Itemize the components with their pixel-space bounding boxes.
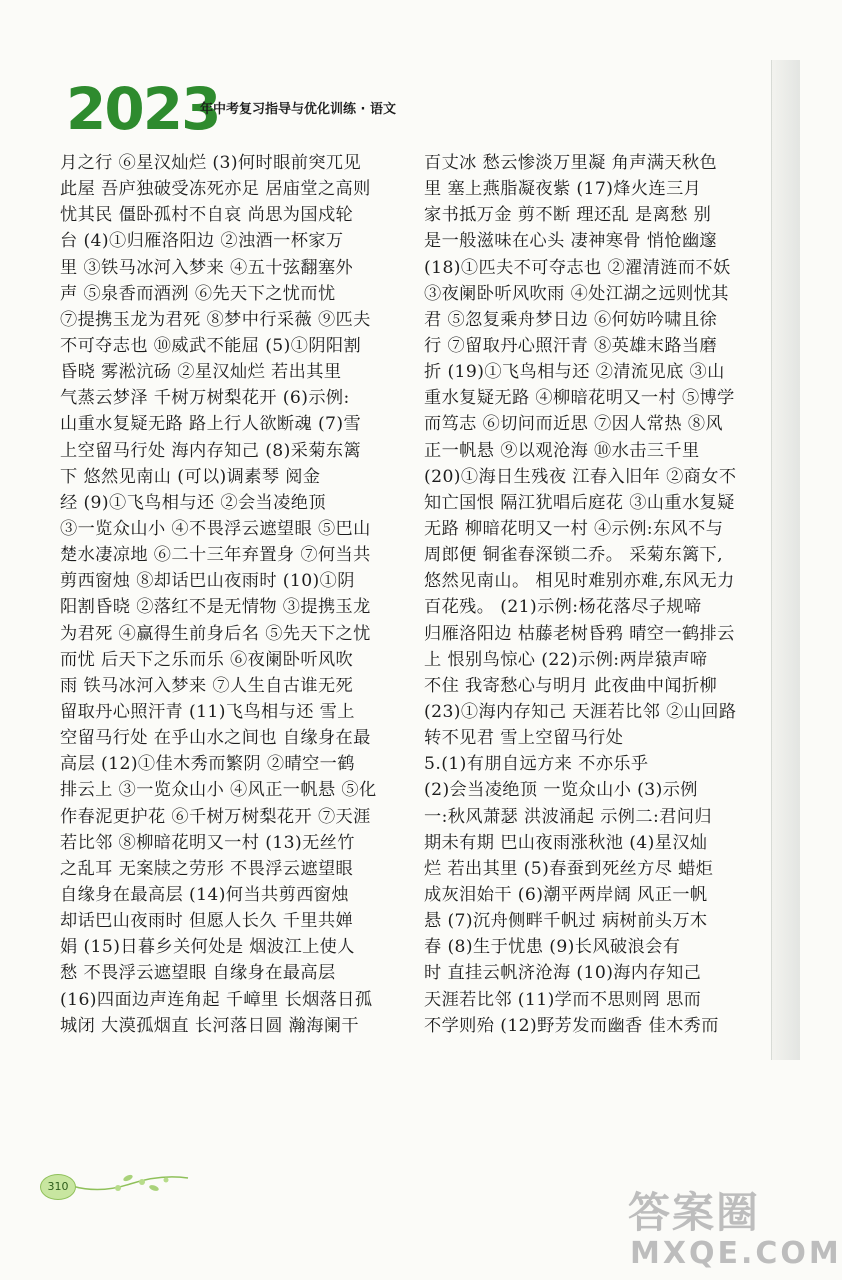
text-line: 自缘身在最高层 (14)何当共剪西窗烛 [60, 884, 349, 905]
text-line: 排云上 ③一览众山小 ④风正一帆悬 ⑤化 [60, 780, 377, 801]
text-line: 悬 (7)沉舟侧畔千帆过 病树前头万木 [424, 911, 708, 932]
text-line: ③一览众山小 ④不畏浮云遮望眼 ⑤巴山 [60, 518, 371, 539]
text-line: 期未有期 巴山夜雨涨秋池 (4)星汉灿 [424, 832, 708, 853]
text-line: 归雁洛阳边 枯藤老树昏鸦 晴空一鹤排云 [424, 623, 735, 644]
text-line: 烂 若出其里 (5)春蚕到死丝方尽 蜡炬 [424, 858, 714, 879]
page-number: 310 [40, 1174, 76, 1200]
text-line: 成灰泪始干 (6)潮平两岸阔 风正一帆 [424, 884, 708, 905]
text-line: 经 (9)①飞鸟相与还 ②会当凌绝顶 [60, 492, 326, 513]
text-line: 城闭 大漠孤烟直 长河落日圆 瀚海阑干 [60, 1015, 359, 1036]
text-line: 折 (19)①飞鸟相与还 ②清流见底 ③山 [424, 362, 725, 383]
watermark-main: 答案圈 [628, 1188, 761, 1237]
text-line: 空留马行处 在乎山水之间也 自缘身在最 [60, 728, 371, 749]
text-line: 家书抵万金 剪不断 理还乱 是离愁 别 [424, 205, 712, 226]
text-line: (23)①海内存知己 天涯若比邻 ②山回路 [424, 701, 737, 722]
page-header [66, 75, 486, 144]
text-line: 不可夺志也 ⑩威武不能屈 (5)①阴阳割 [60, 335, 362, 356]
text-line: 是一般滋味在心头 凄神寒骨 悄怆幽邃 [424, 231, 718, 252]
text-line: 作春泥更护花 ⑥千树万树梨花开 ⑦天涯 [60, 806, 371, 827]
vine-ornament-icon [70, 1160, 190, 1200]
text-line: (20)①海日生残夜 江春入旧年 ②商女不 [424, 466, 737, 487]
text-line: 楚水凄凉地 ⑥二十三年弃置身 ⑦何当共 [60, 545, 371, 566]
text-line: 忧其民 僵卧孤村不自哀 尚思为国戍轮 [60, 205, 354, 226]
header-subtitle: 年中考复习指导与优化训练 · 语文 [200, 102, 396, 117]
header-year: 2023 [66, 75, 220, 143]
text-line: 上空留马行处 海内存知己 (8)采菊东篱 [60, 440, 362, 461]
page-footer [36, 1160, 196, 1206]
right-column [424, 150, 770, 1039]
text-line: 知亡国恨 隔江犹唱后庭花 ③山重水复疑 [424, 492, 735, 513]
text-line: 剪西窗烛 ⑧却话巴山夜雨时 (10)①阴 [60, 571, 355, 592]
text-line: 声 ⑤泉香而酒洌 ⑥先天下之忧而忧 [60, 283, 336, 304]
text-line: 娟 (15)日暮乡关何处是 烟波江上使人 [60, 937, 355, 958]
text-line: 重水复疑无路 ④柳暗花明又一村 ⑤博学 [424, 388, 735, 409]
text-line: 雨 铁马冰河入梦来 ⑦人生自古谁无死 [60, 675, 354, 696]
left-column [60, 150, 402, 1039]
text-line: 时 直挂云帆济沧海 (10)海内存知己 [424, 963, 702, 984]
text-line: 不学则殆 (12)野芳发而幽香 佳木秀而 [424, 1015, 719, 1036]
watermark [620, 1180, 842, 1280]
text-line: 若比邻 ⑧柳暗花明又一村 (13)无丝竹 [60, 832, 355, 853]
text-line: 留取丹心照汗青 (11)飞鸟相与还 雪上 [60, 701, 355, 722]
text-line: 转不见君 雪上空留马行处 [424, 728, 624, 749]
text-line: 高层 (12)①佳木秀而繁阴 ②晴空一鹤 [60, 754, 355, 775]
text-line: 阳割昏晓 ②落红不是无情物 ③提携玉龙 [60, 597, 371, 618]
text-line: 无路 柳暗花明又一村 ④示例:东风不与 [424, 518, 724, 539]
text-line: 行 ⑦留取丹心照汗青 ⑧英雄末路当磨 [424, 335, 718, 356]
text-line: 为君死 ④赢得生前身后名 ⑤先天下之忧 [60, 623, 371, 644]
text-line: 上 恨别鸟惊心 (22)示例:两岸猿声啼 [424, 649, 708, 670]
text-line: ③夜阑卧听风吹雨 ④处江湖之远则忧其 [424, 283, 729, 304]
text-line: 气蒸云梦泽 千树万树梨花开 (6)示例: [60, 388, 350, 409]
text-line: 下 悠然见南山 (可以)调素琴 阅金 [60, 466, 321, 487]
text-line: 而笃志 ⑥切问而近思 ⑦因人常热 ⑧风 [424, 414, 723, 435]
text-line: 月之行 ⑥星汉灿烂 (3)何时眼前突兀见 [60, 153, 362, 173]
watermark-url: MXQE.COM [630, 1236, 842, 1271]
text-line: 春 (8)生于忧患 (9)长风破浪会有 [424, 937, 681, 958]
text-line: (2)会当凌绝顶 一览众山小 (3)示例 [424, 780, 698, 801]
text-line: 百花残。 (21)示例:杨花落尽子规啼 [424, 597, 702, 618]
text-line: ⑦提携玉龙为君死 ⑧梦中行采薇 ⑨匹夫 [60, 309, 371, 330]
text-line: 君 ⑤忽复乘舟梦日边 ⑥何妨吟啸且徐 [424, 309, 718, 330]
page-edge [771, 60, 800, 1060]
text-line: 周郎便 铜雀春深锁二乔。 采菊东篱下, [424, 545, 723, 566]
text-line: 愁 不畏浮云遮望眼 自缘身在最高层 [60, 963, 336, 984]
text-line: 昏晓 雾淞沆砀 ②星汉灿烂 若出其里 [60, 362, 342, 383]
text-line: 里 塞上燕脂凝夜紫 (17)烽火连三月 [424, 179, 702, 200]
text-line: 一:秋风萧瑟 洪波涌起 示例二:君问归 [424, 806, 712, 827]
text-line: (16)四面边声连角起 千嶂里 长烟落日孤 [60, 989, 373, 1010]
text-line: 百丈冰 愁云惨淡万里凝 角声满天秋色 [424, 153, 718, 173]
text-line: 不住 我寄愁心与明月 此夜曲中闻折柳 [424, 675, 718, 696]
text-line: 里 ③铁马冰河入梦来 ④五十弦翻塞外 [60, 257, 354, 278]
text-line: (18)①匹夫不可夺志也 ②濯清涟而不妖 [424, 257, 731, 278]
text-line: 而忧 后天下之乐而乐 ⑥夜阑卧听风吹 [60, 649, 354, 670]
text-line: 山重水复疑无路 路上行人欲断魂 (7)雪 [60, 414, 362, 435]
text-line: 悠然见南山。 相见时难别亦难,东风无力 [424, 571, 735, 592]
text-line: 此屋 吾庐独破受冻死亦足 居庙堂之高则 [60, 179, 371, 200]
text-line: 正一帆悬 ⑨以观沧海 ⑩水击三千里 [424, 440, 700, 461]
text-line: 却话巴山夜雨时 但愿人长久 千里共婵 [60, 911, 354, 932]
text-line: 台 (4)①归雁洛阳边 ②浊酒一杯家万 [60, 231, 344, 252]
text-line: 5.(1)有朋自远方来 不亦乐乎 [424, 754, 649, 775]
text-line: 天涯若比邻 (11)学而不思则罔 思而 [424, 989, 702, 1010]
text-line: 之乱耳 无案牍之劳形 不畏浮云遮望眼 [60, 858, 354, 879]
